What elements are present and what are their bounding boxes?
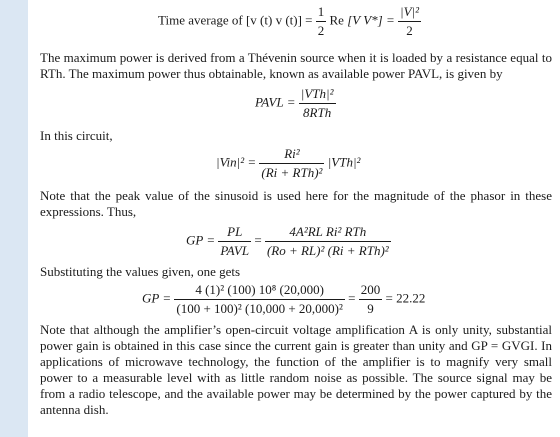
eq-gp-equals: = <box>254 232 262 248</box>
eq-gp-numeric-equals: = <box>348 290 356 306</box>
eq-vin-lhs: |Vin|² = <box>216 154 257 170</box>
eq-time-average <box>158 4 421 39</box>
paragraph-final: Note that although the amplifier’s open-circuit voltage amplification A is only unity, substantial power gain is obtained in this case since the current gain is greater than unity and GP = GVGI. In applications of microwave technology, the function of the amplifier is to magnify very small power to a measurable level with as little random noise as possible. The source signal may be from a radio telescope, and the available power may be determined by the power captured by the antenna dish. <box>40 322 552 417</box>
text-in-this-circuit: In this circuit, <box>40 128 113 143</box>
eq-time-average-rhs: $\frac{\text{|V|²}}{2}$ <box>400 4 419 38</box>
eq-gp <box>186 224 391 259</box>
eq-pavl <box>255 86 336 121</box>
text-substituting: Substituting the values given, one gets <box>40 264 241 279</box>
eq-time-average-half: $\frac{1}{2}$ <box>317 4 325 38</box>
eq-vin <box>216 146 360 181</box>
eq-time-average-re: Re <box>329 12 344 28</box>
eq-gp-fraction-1: $\frac{PL}{\text{PAVL}}$ <box>220 224 250 258</box>
eq-pavl-lhs: PAVL = <box>255 94 296 110</box>
eq-time-average-lhs: Time average of [v (t) v (t)] = <box>158 12 313 28</box>
eq-gp-numeric-lhs: GP = <box>142 290 172 306</box>
eq-gp-fraction-2: $\frac{\text{4A²RL Ri² RTh}}{\text{(Ro + RL)² (Ri + RTh)²}}$ <box>266 224 389 258</box>
paragraph-note-peak: Note that the peak value of the sinusoid is used here for the magnitude of the phasor in these expressions. Thus, <box>40 188 552 219</box>
eq-pavl-fraction: $\frac{\text{|VTh|²}}{\text{8RTh}}$ <box>300 86 334 120</box>
eq-gp-numeric-result: = 22.22 <box>385 290 426 306</box>
left-margin-bar <box>0 0 28 437</box>
eq-vin-rhs: |VTh|² <box>327 154 361 170</box>
eq-gp-numeric-fraction-2: $\frac{200}{9}$ <box>360 282 381 316</box>
eq-time-average-bracket: [V V*] = <box>347 12 395 28</box>
paragraph-max-power: The maximum power is derived from a Thévenin source when it is loaded by a resistance equal to RTh. The maximum power thus obtainable, known as available power PAVL, is given by <box>40 50 552 81</box>
eq-gp-lhs: GP = <box>186 232 216 248</box>
eq-gp-numeric <box>142 282 425 317</box>
eq-vin-fraction: $\frac{\text{Ri²}}{\text{(Ri + RTh)²}}$ <box>261 146 323 180</box>
eq-gp-numeric-fraction: $\frac{\text{4 (1)² (100) 10⁸ (20,000)}}{\text{(100 + 100)² (10,000 + 20,000)²}}$ <box>176 282 343 316</box>
